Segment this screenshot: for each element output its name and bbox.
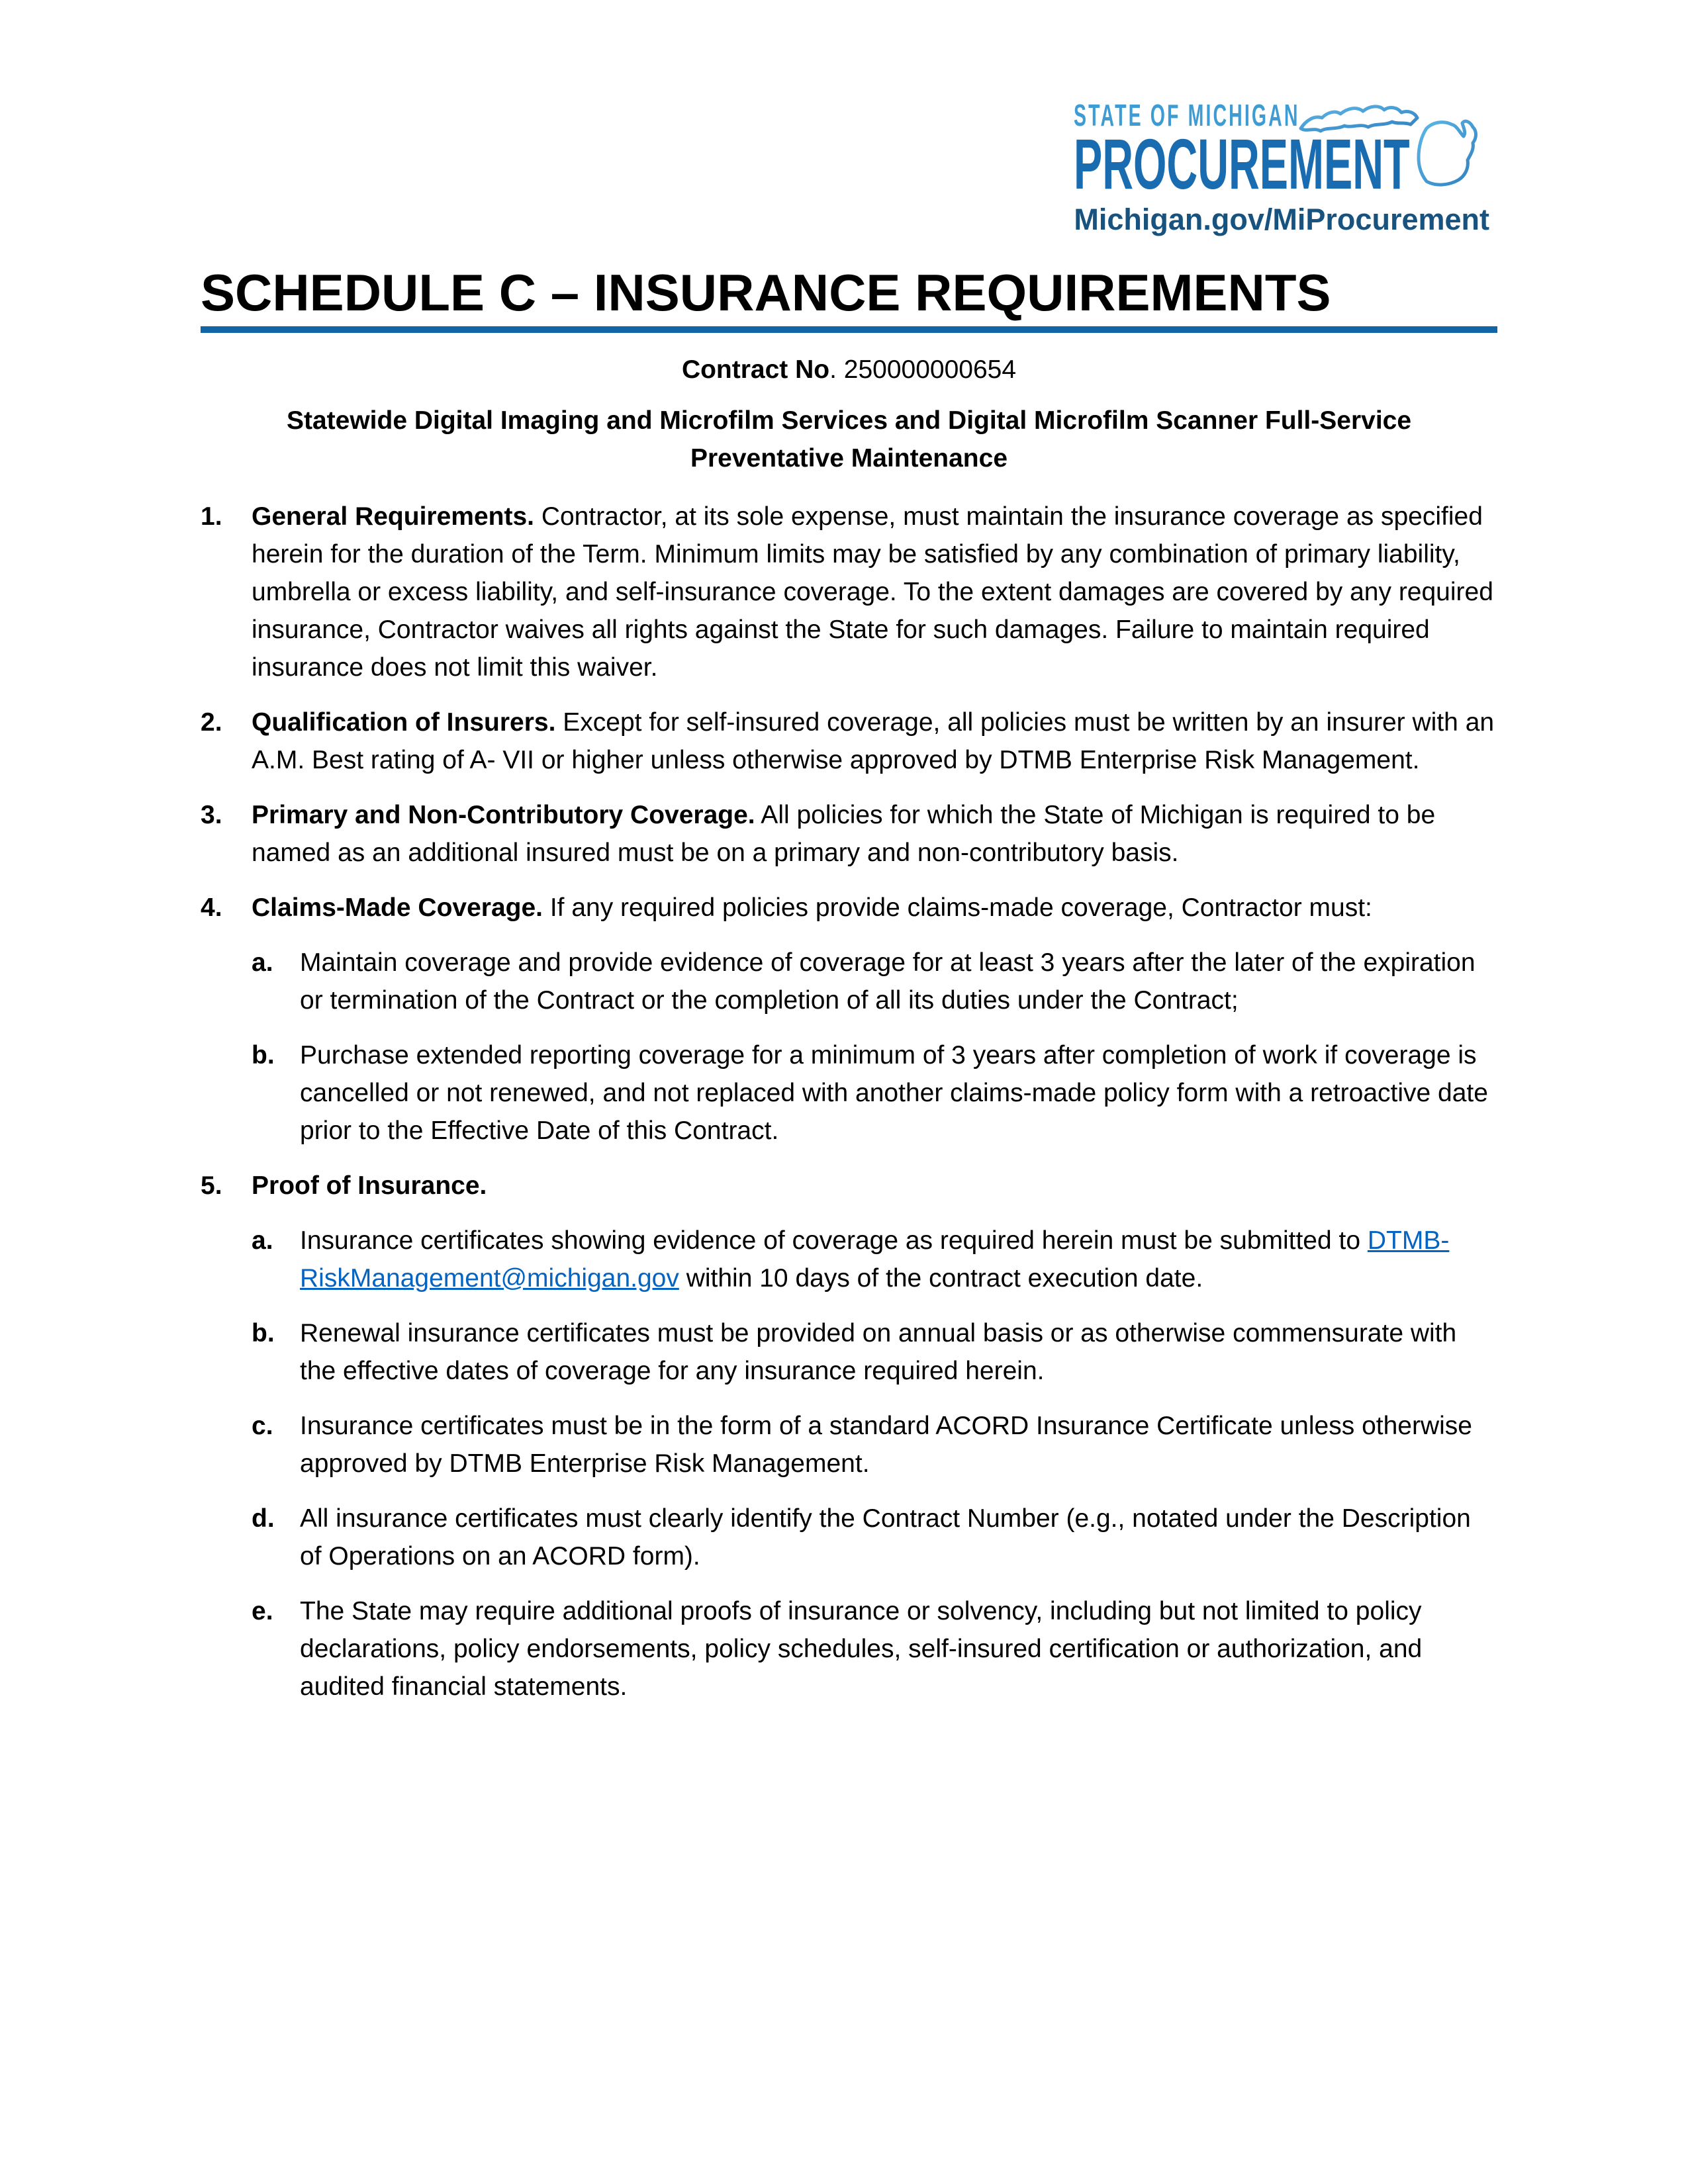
section-body — [252, 889, 1497, 1150]
section-item-claims-made-coverage — [201, 889, 1497, 1150]
requirements-list — [201, 498, 1497, 1706]
sub-item-letter: c. — [252, 1412, 273, 1440]
section-body — [252, 1167, 1497, 1706]
sub-item-4b — [252, 1036, 1497, 1150]
sub-item-5c — [252, 1407, 1497, 1482]
sub-item-5a — [252, 1222, 1497, 1297]
section-heading: Qualification of Insurers. — [252, 708, 556, 737]
sub-item-text — [300, 1222, 1497, 1297]
sub-item-letter: a. — [252, 948, 273, 977]
section-heading: Claims-Made Coverage. — [252, 893, 543, 922]
sub-item-text: Maintain coverage and provide evidence of coverage for at least 3 years after the later of the expiration or termination of the Contract or the completion of all its duties under the Contract; — [300, 948, 1476, 1015]
sub-item-text: Insurance certificates must be in the form of a standard ACORD Insurance Certificate unless otherwise approved by DTMB Enterprise Risk Management. — [300, 1412, 1472, 1478]
logo-brand-line: PROCUREMENT — [1074, 124, 1410, 204]
sub-item-5b — [252, 1314, 1497, 1390]
contract-subtitle: Statewide Digital Imaging and Microfilm Services and Digital Microfilm Scanner Full-Service Preventative Maintenance — [286, 406, 1412, 473]
section-body — [252, 704, 1497, 779]
sub-item-letter: b. — [252, 1041, 275, 1069]
sub-item-text: Renewal insurance certificates must be provided on annual basis or as otherwise commensurate with the effective dates of coverage for any insurance required herein. — [300, 1319, 1457, 1385]
section-number: 1. — [201, 502, 222, 531]
section-text: If any required policies provide claims-made coverage, Contractor must: — [543, 893, 1372, 922]
section-number: 4. — [201, 893, 222, 922]
page-title: SCHEDULE C – INSURANCE REQUIREMENTS — [201, 266, 1497, 333]
section-item-qualification-of-insurers — [201, 704, 1497, 779]
sub-item-text-pre: Insurance certificates showing evidence of coverage as required herein must be submitted to — [300, 1226, 1368, 1255]
sub-item-text-post: within 10 days of the contract execution date. — [679, 1264, 1203, 1293]
sub-item-letter: e. — [252, 1597, 273, 1625]
section-number: 3. — [201, 801, 222, 829]
sub-item-text: Purchase extended reporting coverage for a minimum of 3 years after completion of work if coverage is cancelled or not renewed, and not replaced with another claims-made policy form with a retroactive date prior to the Effective Date of this Contract. — [300, 1041, 1488, 1145]
section-body — [252, 498, 1497, 686]
section-text: Except for self-insured coverage, all policies must be written by an insurer with an A.M. Best rating of A- VII or higher unless otherwise approved by DTMB Enterprise Risk Management. — [252, 708, 1495, 774]
email-link[interactable]: DTMB-RiskManagement@michigan.gov — [300, 1226, 1450, 1293]
sub-item-letter: a. — [252, 1226, 273, 1255]
logo-state-line: STATE OF MICHIGAN — [1074, 98, 1300, 132]
section-item-proof-of-insurance — [201, 1167, 1497, 1706]
sub-item-letter: b. — [252, 1319, 275, 1347]
section-text: Contractor, at its sole expense, must maintain the insurance coverage as specified herein for the duration of the Term. Minimum limits may be satisfied by any combination of primary liability, umbrella or excess liability, and self-insurance coverage. To the extent damages are covered by any required insurance, Contractor waives all rights against the State for such damages. Failure to maintain required insurance does not limit this waiver. — [252, 502, 1493, 682]
section-heading: General Requirements. — [252, 502, 534, 531]
sub-item-4a — [252, 944, 1497, 1019]
section-number: 5. — [201, 1171, 222, 1200]
logo-url: Michigan.gov/MiProcurement — [1074, 203, 1489, 236]
section-number: 2. — [201, 708, 222, 737]
contract-separator: . — [829, 355, 844, 384]
section-item-primary-non-contributory — [201, 796, 1497, 872]
contract-number: 250000000654 — [843, 355, 1017, 384]
sub-item-text: The State may require additional proofs of insurance or solvency, including but not limited to policy declarations, policy endorsements, policy schedules, self-insured certification or authorization, and audited financial statements. — [300, 1597, 1423, 1701]
document-body — [201, 0, 1497, 1723]
section-text: All policies for which the State of Michigan is required to be named as an additional insured must be on a primary and non-contributory basis. — [252, 801, 1436, 867]
sub-item-text: All insurance certificates must clearly identify the Contract Number (e.g., notated under the Description of Operations on an ACORD form). — [300, 1504, 1471, 1570]
section-item-general-requirements — [201, 498, 1497, 686]
section-body — [252, 796, 1497, 872]
section-heading: Proof of Insurance. — [252, 1171, 487, 1200]
sub-item-5d — [252, 1500, 1497, 1575]
contract-line — [201, 351, 1497, 388]
contract-label: Contract No — [681, 355, 830, 384]
sub-item-5e — [252, 1592, 1497, 1706]
section-heading: Primary and Non-Contributory Coverage. — [252, 801, 755, 829]
sub-item-letter: d. — [252, 1504, 275, 1533]
